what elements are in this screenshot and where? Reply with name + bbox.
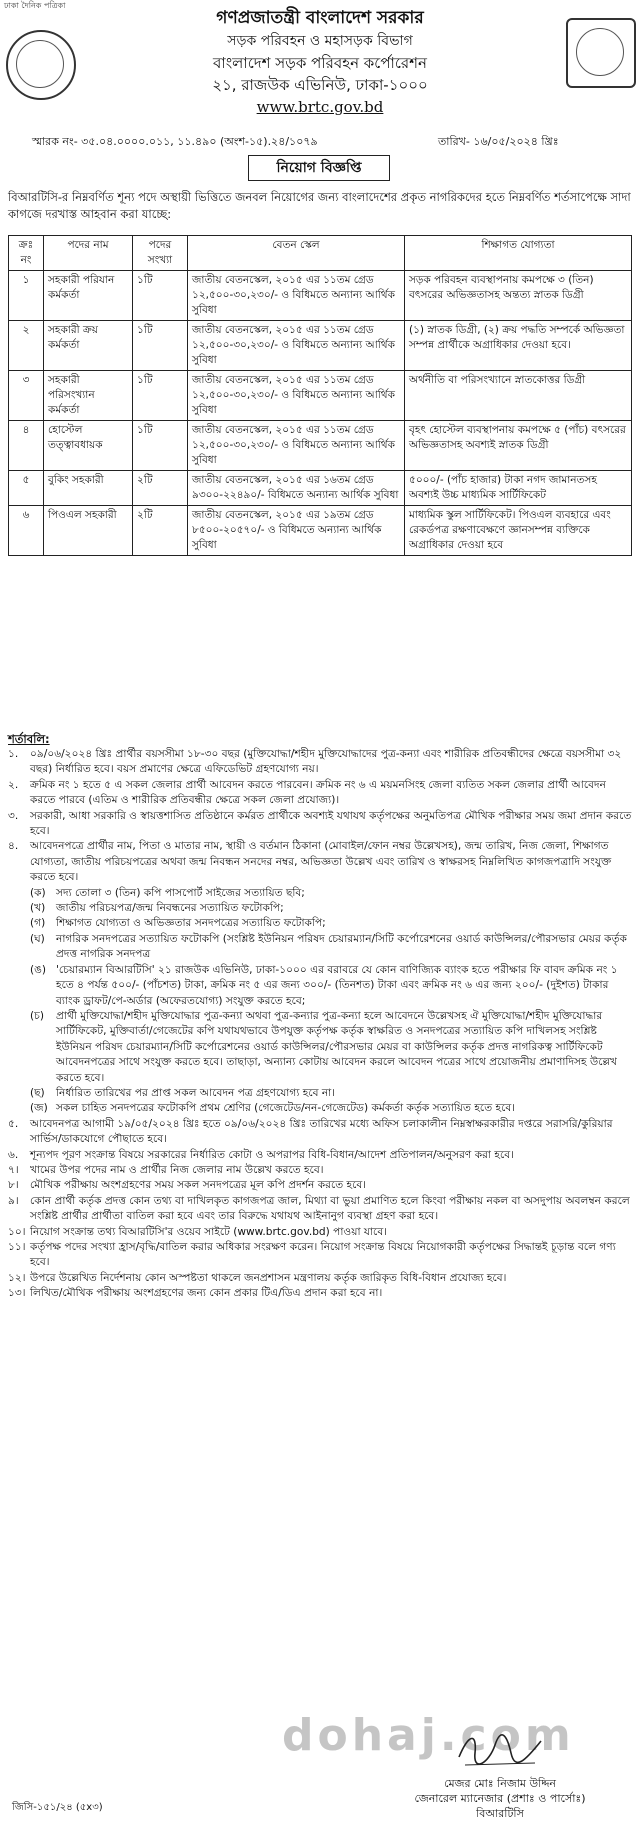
- item-text: মৌখিক পরীক্ষায় অংশগ্রহণের সময় সকল সনদপত্রের মূল কপি প্রদর্শন করতে হবে।: [30, 1179, 367, 1192]
- table-row: [9, 471, 632, 506]
- list-item: [8, 1286, 634, 1301]
- sub-item: [8, 963, 634, 1009]
- cell-qualification: অর্থনীতি বা পরিসংখ্যানে স্নাতকোত্তর ডিগ্রী: [405, 371, 632, 421]
- signatory-title: জেনারেল ম্যানেজার (প্রশাঃ ও পার্সোঃ): [414, 1792, 586, 1805]
- header-line-4: ২১, রাজউক এভিনিউ, ঢাকা-১০০০: [212, 76, 428, 94]
- sub-item: [8, 1101, 634, 1116]
- sub-item-label: (খ): [30, 902, 46, 915]
- item-number: ১.: [8, 748, 19, 760]
- cell-pay-scale: জাতীয় বেতনস্কেল, ২০১৫ এর ১১তম গ্রেড ১২,৫০০-৩০,২৩০/- ও বিধিমতে অন্যান্য আর্থিক সুবিধা: [188, 421, 405, 471]
- item-number: ৮।: [8, 1179, 19, 1192]
- item-text: আবেদনপত্রে প্রার্থীর নাম, পিতা ও মাতার নাম, স্থায়ী ও বর্তমান ঠিকানা (মোবাইল/ফোন নম্বর উল্লেখসহ), জন্ম তারিখ, নিজ জেলা, শিক্ষাগত যোগ্যতা, জাতীয় পরিচয়পত্রের অথবা জন্ম নিবন্ধন সনদের নম্বর, অভিজ্ঞতা উল্লেখ এবং তারিখ ও স্বাক্ষরসহ নিম্নলিখিত কাগজপত্রাদি সংযুক্ত করতে হবে।: [30, 840, 612, 884]
- sub-item-text: সদ্য তোলা ৩ (তিন) কপি পাসপোর্ট সাইজের সত্যায়িত ছবি;: [56, 886, 305, 899]
- item-text: ক্রমিক নং ১ হতে ৫ এ সকল জেলার প্রার্থী আবেদন করতে পারবেন। ক্রমিক নং ৬ এ ময়মনসিংহ জেলা ব্যতিত সকল জেলার প্রার্থী আবেদন করতে পারবে (এতিম ও শারীরিক প্রতিবন্ধীর ক্ষেত্রে সকল জেলা প্রযোজ্য)।: [30, 778, 606, 807]
- signatory-block: [370, 1776, 630, 1821]
- watermark: dohaj.com: [282, 1710, 575, 1761]
- cell-post-count: ১টি: [133, 421, 188, 471]
- cell-post-name: বুকিং সহকারী: [44, 471, 133, 506]
- list-item: [8, 809, 634, 840]
- item-number: ১০।: [8, 1225, 26, 1238]
- sub-item-text: শিক্ষাগত যোগ্যতা ও অভিজ্ঞতার সনদপত্রের সত্যায়িত ফটোকপি;: [56, 917, 326, 930]
- signature-icon: [455, 1727, 545, 1771]
- item-text: শূন্যপদ পূরণ সংক্রান্ত বিষয়ে সরকারের নির্ধারিত কোটা ও অপরাপর বিধি-বিধান/আদেশ প্রতিপালন/অনুসরণ করা হবে।: [30, 1148, 514, 1161]
- item-number: ২.: [8, 778, 19, 791]
- conditions-title: শর্তাবলি:: [8, 732, 50, 746]
- cell-serial: ৫: [9, 471, 44, 506]
- intro-paragraph: বিআরটিসি-র নিম্নবর্ণিত শূন্য পদে অস্থায়ী ভিত্তিতে জনবল নিয়োগের জন্য বাংলাদেশের প্রকৃত নাগরিকদের হতে নিম্নবর্ণিত শর্তসাপেক্ষে সাদা কাগজে দরখাস্ত আহবান করা যাচ্ছে:: [8, 190, 631, 221]
- signatory-org: বিআরটিসি: [476, 1807, 524, 1820]
- item-text: সরকারী, আধা সরকারি ও স্বায়ত্তশাসিত প্রতিষ্ঠানে কর্মরত প্রার্থীকে অবশ্যই যথাযথ কর্তৃপক্ষের অনুমতিপত্র মৌখিক পরীক্ষার সময় জমা প্রদান করতে হবে।: [30, 809, 632, 838]
- col-serial: ক্রঃ নং: [9, 236, 44, 271]
- cell-qualification: সড়ক পরিবহন ব্যবস্থাপনায় কমপক্ষে ৩ (তিন) বৎসরের অভিজ্ঞতাসহ অন্তত্য স্নাতক ডিগ্রী: [405, 271, 632, 321]
- cell-post-count: ২টি: [133, 506, 188, 556]
- item-text: খামের উপর পদের নাম ও প্রার্থীর নিজ জেলার নাম উল্লেখ করতে হবে।: [30, 1163, 324, 1176]
- header-line-2: সড়ক পরিবহন ও মহাসড়ক বিভাগ: [227, 33, 413, 49]
- brtc-logo-icon: [566, 18, 636, 88]
- table-row: [9, 421, 632, 471]
- sub-item-label: (ক): [30, 886, 46, 899]
- col-post-count: পদের সংখ্যা: [133, 236, 188, 271]
- cell-post-count: ১টি: [133, 271, 188, 321]
- cell-post-name: পিওএল সহকারী: [44, 506, 133, 556]
- list-item: [8, 839, 634, 885]
- cell-post-name: হোস্টেল তত্ত্বাবধায়ক: [44, 421, 133, 471]
- list-item: [8, 1178, 634, 1193]
- cell-pay-scale: জাতীয় বেতনস্কেল, ২০১৫ এর ১১তম গ্রেড ১২,৫০০-৩০,২৩০/- ও বিধিমতে অন্যান্য আর্থিক সুবিধা: [188, 371, 405, 421]
- sub-item: [8, 916, 634, 931]
- sub-item: [8, 901, 634, 916]
- list-item: [8, 1117, 634, 1148]
- sub-item-text: জাতীয় পরিচয়পত্র/জন্ম নিবন্ধনের সত্যায়িত ফটোকপি;: [56, 902, 284, 915]
- col-qualification: শিক্ষাগত যোগ্যতা: [405, 236, 632, 271]
- cell-pay-scale: জাতীয় বেতনস্কেল, ২০১৫ এর ১১তম গ্রেড ১২,৫০০-৩০,২৩০/- ও বিধিমতে অন্যান্য আর্থিক সুবিধা: [188, 271, 405, 321]
- sub-item-text: প্রার্থী মুক্তিযোদ্ধা/শহীদ মুক্তিযোদ্ধার পুত্র-কন্যা অথবা পুত্র-কন্যার পুত্র-কন্যা হলে আবেদনে উল্লেখসহ ঐ মুক্তিযোদ্ধা/শহীদ মুক্তিযোদ্ধার সার্টিফিকেট, মুক্তিবার্তা/গেজেটের কপি যথাযথভাবে উপযুক্ত কর্তৃপক্ষ কর্তৃক স্বাক্ষরিত ও সনদপত্রের সত্যায়িত কপি দাখিলসহ সংশ্লিষ্ট ইউনিয়ন পরিষদ চেয়ারম্যান/সিটি কর্পোরেশনের ওয়ার্ড কাউন্সিলর/পৌরসভার মেয়র বা কাউন্সিলর কর্তৃক প্রদত্ত নাগরিকত্ব সার্টিফিকেট আবেদনপত্রের সাথে সংযুক্ত করতে হবে। তাছাড়া, অন্যান্য কোটায় আবেদন করলে আবেদন পত্রের সাথে প্রয়োজনীয় প্রমাণাদিসহ উল্লেখ করতে হবে।: [56, 1009, 617, 1084]
- cell-qualification: (১) স্নাতক ডিগ্রী, (২) ক্রয় পদ্ধতি সম্পর্কে অভিজ্ঞতা সম্পন্ন প্রার্থীকে অগ্রাধিকার দেওয়া হবে।: [405, 321, 632, 371]
- table-row: [9, 321, 632, 371]
- cell-qualification: বৃহৎ হোস্টেল ব্যবস্থাপনায় কমপক্ষে ৫ (পাঁচ) বৎসরের অভিজ্ঞতাসহ অবশ্যই স্নাতক ডিগ্রী: [405, 421, 632, 471]
- cell-post-name: সহকারী পরিসংখ্যান কর্মকর্তা: [44, 371, 133, 421]
- col-pay-scale: বেতন স্কেল: [188, 236, 405, 271]
- list-item: [8, 1163, 634, 1178]
- item-text: কর্তৃপক্ষ পদের সংখ্যা হ্রাস/বৃদ্ধি/বাতিল করার অধিকার সংরক্ষণ করেন। নিয়োগ সংক্রান্ত বিষয়ে নিয়োগকারী কর্তৃপক্ষের সিদ্ধান্তই চূড়ান্ত বলে গণ্য হবে।: [30, 1241, 616, 1269]
- item-text: নিয়োগ সংক্রান্ত তথ্য বিআরটিসি'র ওয়েব সাইটে (www.brtc.gov.bd) পাওয়া যাবে।: [30, 1225, 387, 1238]
- notice-title: নিয়োগ বিজ্ঞপ্তি: [248, 155, 390, 181]
- sub-item-text: নাগরিক সনদপত্রের সত্যায়িত ফটোকপি (সংশ্লিষ্ট ইউনিয়ন পরিষদ চেয়ারম্যান/সিটি কর্পোরেশনের ওয়ার্ড কাউন্সিলর/পৌরসভার মেয়র কর্তৃক প্রদত্ত নাগরিক সনদপত্র: [56, 932, 627, 961]
- item-number: ১৩।: [8, 1287, 26, 1300]
- posts-table: [8, 235, 632, 556]
- cell-serial: ৩: [9, 371, 44, 421]
- table-row: [9, 371, 632, 421]
- cell-post-count: ১টি: [133, 371, 188, 421]
- signatory-name: মেজর মোঃ নিজাম উদ্দিন: [444, 1777, 556, 1790]
- sub-item-text: নির্ধারিত তারিখের পর প্রাপ্ত সকল আবেদন পত্র গ্রহণযোগ্য হবে না।: [56, 1086, 336, 1099]
- col-post-name: পদের নাম: [44, 236, 133, 271]
- memo-number: স্মারক নং- ৩৫.০৪.০০০০.০১১, ১১.৪৯০ (অংশ-১৫).২৪/১০৭৯: [32, 135, 318, 148]
- website-link[interactable]: www.brtc.gov.bd: [256, 98, 384, 116]
- header: [90, 6, 550, 118]
- cell-qualification: ৫০০০/- (পাঁচ হাজার) টাকা নগদ জামানতসহ অবশ্যই উচ্চ মাধ্যমিক সার্টিফিকেট: [405, 471, 632, 506]
- list-item: [8, 1225, 634, 1240]
- sub-item: [8, 932, 634, 963]
- sub-item-label: (ঘ): [30, 932, 45, 945]
- item-number: ৪.: [8, 840, 19, 853]
- list-item: [8, 1148, 634, 1163]
- top-note: ঢাকা দৈনিক পত্রিকা: [4, 1, 66, 10]
- item-number: ৭।: [8, 1163, 19, 1176]
- cell-serial: ৬: [9, 506, 44, 556]
- sub-item-label: (জ): [30, 1102, 48, 1115]
- header-line-3: বাংলাদেশ সড়ক পরিবহন কর্পোরেশন: [213, 54, 427, 72]
- sub-item-label: (ছ): [30, 1086, 45, 1099]
- cell-post-name: সহকারী ক্রয় কর্মকর্তা: [44, 321, 133, 371]
- sub-item-text: সকল চাহিত সনদপত্রের ফটোকপি প্রথম শ্রেণির (গেজেটেড/নন-গেজেটেড) কর্মকর্তা কর্তৃক সত্যায়িত হতে হবে।: [56, 1102, 516, 1115]
- table-row: [9, 271, 632, 321]
- item-text: লিখিত/মৌখিক পরীক্ষায় অংশগ্রহণের জন্য কোন প্রকার টিএ/ডিএ প্রদান করা হবে না।: [30, 1287, 383, 1300]
- list-item: [8, 1194, 634, 1225]
- list-item: [8, 747, 634, 778]
- item-text: ০৯/০৬/২০২৪ খ্রিঃ প্রার্থীর বয়সসীমা ১৮-৩০ বছর (মুক্তিযোদ্ধা/শহীদ মুক্তিযোদ্ধাদের পুত্র-কন্যা এবং শারীরিক প্রতিবন্ধীদের ক্ষেত্রে বয়সসীমা ৩২ বছর) নির্ধারিত হবে। বয়স প্রমাণের ক্ষেত্রে এফিডেভিট গ্রহণযোগ্য নয়।: [30, 748, 622, 776]
- header-line-1: গণপ্রজাতন্ত্রী বাংলাদেশ সরকার: [216, 8, 424, 28]
- cell-post-name: সহকারী পরিযান কর্মকর্তা: [44, 271, 133, 321]
- table-header-row: [9, 236, 632, 271]
- table-row: [9, 506, 632, 556]
- item-number: ৯।: [8, 1194, 19, 1207]
- cell-pay-scale: জাতীয় বেতনস্কেল, ২০১৫ এর ১৬তম গ্রেড ৯৩০০-২২৪৯০/- বিধিমতে অন্যান্য আর্থিক সুবিধা: [188, 471, 405, 506]
- sub-item: [8, 886, 634, 901]
- sub-item-text: 'চেয়ারম্যান বিআরটিসি' ২১ রাজউক এভিনিউ, ঢাকা-১০০০ এর বরাবরে যে কোন বাণিজ্যিক ব্যাংক হতে পরীক্ষার ফি বাবদ ক্রমিক নং ১ হতে ৪ পর্যন্ত ৫০০/- (পাঁচশত) টাকা, ক্রমিক নং ৫ এর জন্য ৩০০/- (তিনশত) টাকা এবং ক্রমিক নং ৬ এর জন্য ২০০/- (দুইশত) টাকার ব্যাংক ড্রাফট/পে-অর্ডার (অফেরতযোগ্য) সংযুক্ত করতে হবে;: [56, 963, 618, 1007]
- footer-code: জিসি-১৫১/২৪ (৫x৩): [12, 1802, 103, 1813]
- cell-serial: ২: [9, 321, 44, 371]
- sub-item-label: (ঙ): [30, 963, 47, 976]
- list-item: [8, 1240, 634, 1271]
- item-number: ১১।: [8, 1241, 26, 1253]
- cell-post-count: ১টি: [133, 321, 188, 371]
- item-number: ৩.: [8, 809, 19, 822]
- item-number: ৫.: [8, 1117, 19, 1130]
- item-text: কোন প্রার্থী কর্তৃক প্রদত্ত কোন তথ্য বা দাখিলকৃত কাগজপত্র জাল, মিথ্যা বা ভুয়া প্রমাণিত হলে কিংবা পরীক্ষায় নকল বা অসদুপায় অবলম্বন করলে সংশ্লিষ্ট প্রার্থীর প্রার্থীতা বাতিল করা হবে এবং তার বিরুদ্ধে যথাযথ আইনানুগ ব্যবস্থা গ্রহণ করা হবে।: [30, 1194, 630, 1223]
- conditions-list: [8, 747, 634, 1302]
- cell-qualification: মাধ্যমিক স্কুল সার্টিফিকেট। পিওএল ব্যবহারে এবং রেকর্ডপত্র রক্ষণাবেক্ষণে জ্ঞানসম্পন্ন ব্যক্তিকে অগ্রাধিকার দেওয়া হবে: [405, 506, 632, 556]
- notice-date: তারিখ- ১৬/০৫/২০২৪ খ্রিঃ: [438, 135, 559, 148]
- list-item: [8, 778, 634, 809]
- item-text: আবেদনপত্র আগামী ১৯/০৫/২০২৪ খ্রিঃ হতে ০৯/০৬/২০২৪ খ্রিঃ তারিখের মধ্যে অফিস চলাকালীন নিম্নস্বাক্ষরকারীর দপ্তরে সরাসরি/কুরিয়ার সার্ভিস/ডাকযোগে পৌছাতে হবে।: [30, 1117, 613, 1146]
- sub-item-label: (চ): [30, 1009, 44, 1022]
- item-text: উপরে উল্লেখিত নির্দেশনায় কোন অস্পষ্টতা থাকলে জনপ্রশাসন মন্ত্রণালয় কর্তৃক জারিকৃত বিধি-বিধান প্রযোজ্য হবে।: [30, 1271, 507, 1284]
- cell-post-count: ২টি: [133, 471, 188, 506]
- sub-item-label: (গ): [30, 917, 46, 930]
- sub-item: [8, 1086, 634, 1101]
- item-number: ১২।: [8, 1271, 26, 1284]
- cell-pay-scale: জাতীয় বেতনস্কেল, ২০১৫ এর ১১তম গ্রেড ১২,৫০০-৩০,২৩০/- ও বিধিমতে অন্যান্য আর্থিক সুবিধা: [188, 321, 405, 371]
- government-seal-icon: [6, 30, 76, 100]
- item-number: ৬.: [8, 1148, 19, 1161]
- list-item: [8, 1271, 634, 1286]
- sub-item: [8, 1009, 634, 1086]
- cell-serial: ১: [9, 271, 44, 321]
- cell-pay-scale: জাতীয় বেতনস্কেল, ২০১৫ এর ১৯তম গ্রেড ৮৫০০-২০৫৭০/- ও বিধিমতে অন্যান্য আর্থিক সুবিধা: [188, 506, 405, 556]
- cell-serial: ৪: [9, 421, 44, 471]
